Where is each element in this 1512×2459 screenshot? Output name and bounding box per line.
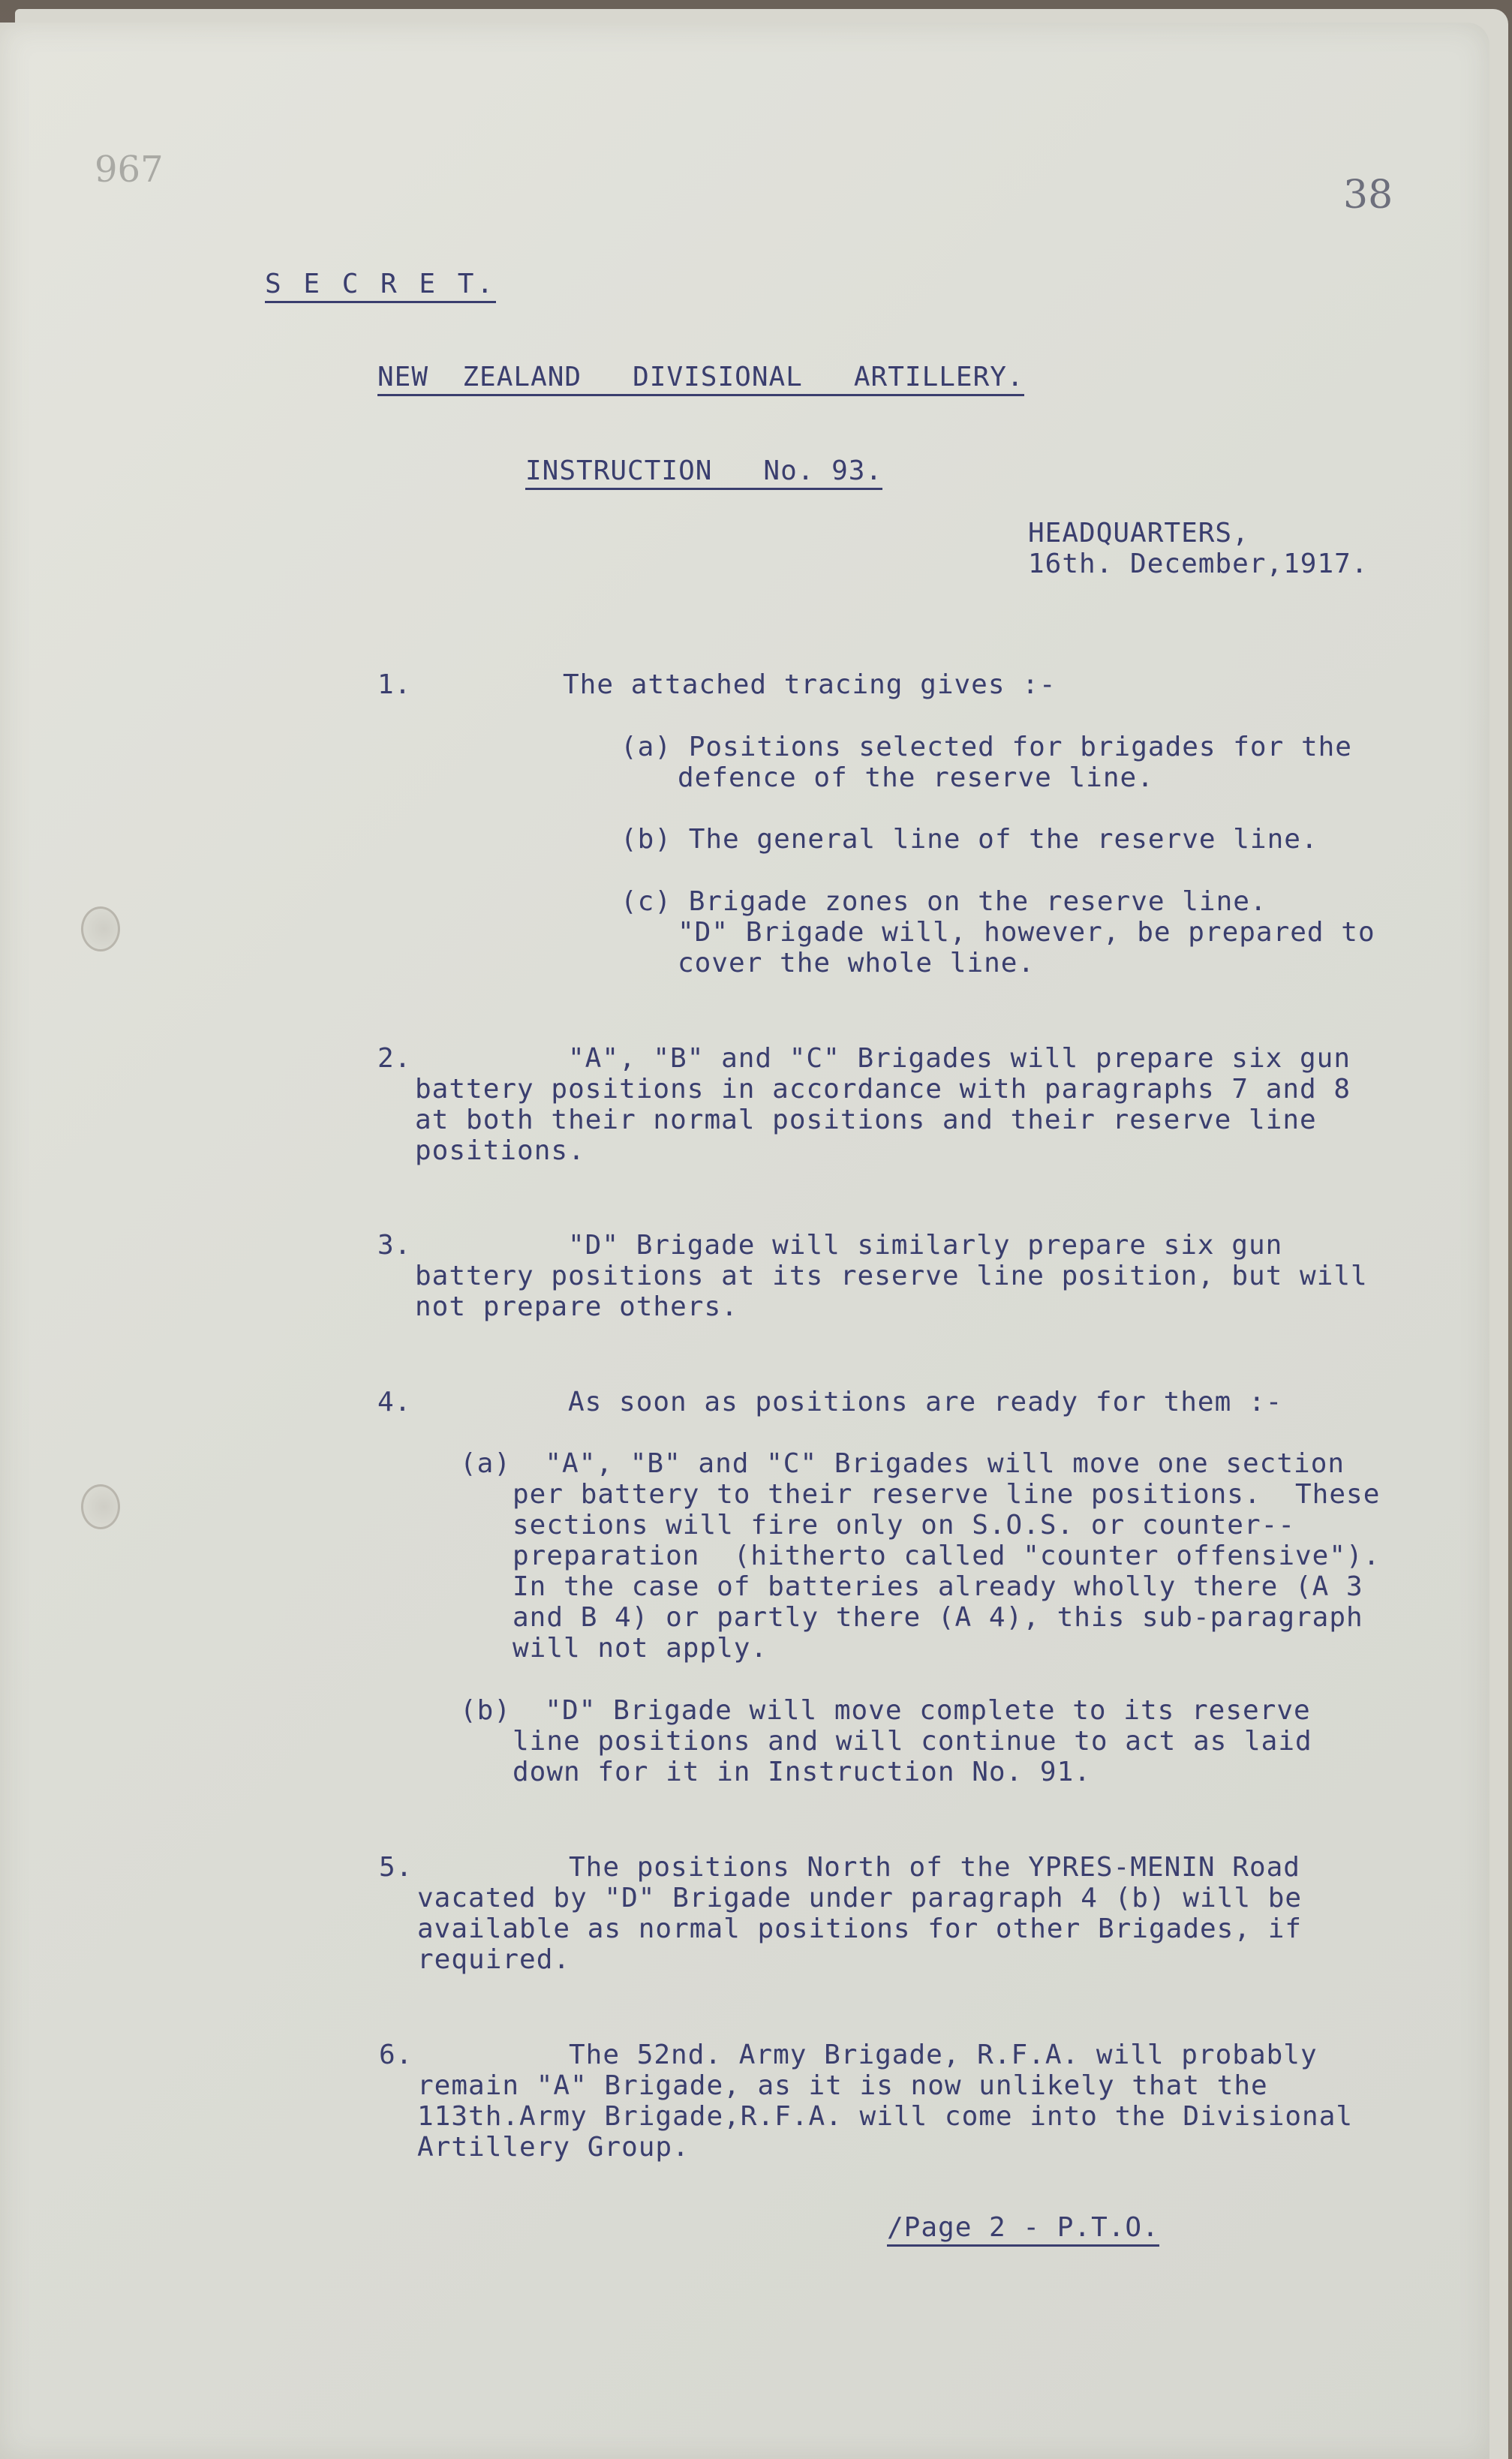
page-number: 38 xyxy=(1343,173,1393,218)
para5-line2: vacated by "D" Brigade under paragraph 4 (b) will be xyxy=(417,1883,1303,1913)
para1-a-line2: defence of the reserve line. xyxy=(678,762,1154,793)
para3-line2: battery positions at its reserve line position, but will xyxy=(415,1261,1368,1291)
punch-hole-lower xyxy=(81,1484,120,1529)
para4-b-line1: (b) "D" Brigade will move complete to its reserve xyxy=(460,1695,1311,1726)
para4-intro: As soon as positions are ready for them :- xyxy=(568,1387,1283,1417)
para1-intro: The attached tracing gives :- xyxy=(563,669,1057,700)
classification: S E C R E T. xyxy=(265,269,496,303)
para5-first-line: The positions North of the YPRES-MENIN Road xyxy=(569,1852,1300,1883)
para6-line2: remain "A" Brigade, as it is now unlikely that the xyxy=(417,2070,1268,2101)
para4-a-line5: In the case of batteries already wholly there (A 3 xyxy=(513,1571,1363,1602)
para4-b-line2: line positions and will continue to act as laid xyxy=(513,1726,1312,1757)
para2-line3: at both their normal positions and their reserve line xyxy=(415,1105,1317,1135)
para1-a-line1: (a) Positions selected for brigades for the xyxy=(621,732,1352,762)
para4-a-line4: preparation (hitherto called "counter offensive"). xyxy=(513,1541,1381,1571)
para4-a-line7: will not apply. xyxy=(513,1633,768,1664)
headquarters-block xyxy=(1028,518,1368,579)
para5-line3: available as normal positions for other Brigades, if xyxy=(417,1913,1303,1944)
para6-line4: Artillery Group. xyxy=(417,2132,690,2163)
para4-a-line6: and B 4) or partly there (A 4), this sub-paragraph xyxy=(513,1602,1363,1633)
continuation-note: /Page 2 - P.T.O. xyxy=(887,2212,1159,2247)
para6-number: 6. xyxy=(379,2040,413,2070)
para4-a-line1: (a) "A", "B" and "C" Brigades will move one section xyxy=(460,1448,1345,1479)
para3-number: 3. xyxy=(377,1230,412,1261)
para3-first-line: "D" Brigade will similarly prepare six gun xyxy=(568,1230,1283,1261)
headquarters-label: HEADQUARTERS, xyxy=(1028,518,1249,549)
para4-a-line2: per battery to their reserve line positions. These xyxy=(513,1479,1381,1510)
para2-line4: positions. xyxy=(415,1135,585,1166)
para2-first-line: "A", "B" and "C" Brigades will prepare six gun xyxy=(568,1043,1351,1074)
document-page xyxy=(0,23,1489,2459)
para4-number: 4. xyxy=(377,1387,412,1417)
para1-c-line1: (c) Brigade zones on the reserve line. xyxy=(621,886,1267,917)
para5-number: 5. xyxy=(379,1852,413,1883)
para1-c-line2: "D" Brigade will, however, be prepared to xyxy=(678,917,1375,948)
para5-line4: required. xyxy=(417,1944,571,1975)
date: 16th. December,1917. xyxy=(1028,549,1369,579)
instruction-title: INSTRUCTION No. 93. xyxy=(525,455,882,490)
para1-number: 1. xyxy=(377,669,412,700)
para2-line2: battery positions in accordance with paragraphs 7 and 8 xyxy=(415,1074,1351,1105)
unit-heading: NEW ZEALAND DIVISIONAL ARTILLERY. xyxy=(377,362,1024,396)
para4-a-line3: sections will fire only on S.O.S. or counter-- xyxy=(513,1510,1295,1541)
para1-c-line3: cover the whole line. xyxy=(678,948,1036,978)
punch-hole-upper xyxy=(81,906,120,951)
archive-number: 967 xyxy=(95,149,164,191)
para6-first-line: The 52nd. Army Brigade, R.F.A. will probably xyxy=(569,2040,1318,2070)
para3-line3: not prepare others. xyxy=(415,1291,738,1322)
para1-b-line1: (b) The general line of the reserve line. xyxy=(621,824,1318,855)
para2-number: 2. xyxy=(377,1043,412,1074)
para6-line3: 113th.Army Brigade,R.F.A. will come into the Divisional xyxy=(417,2101,1354,2132)
para4-b-line3: down for it in Instruction No. 91. xyxy=(513,1757,1091,1787)
